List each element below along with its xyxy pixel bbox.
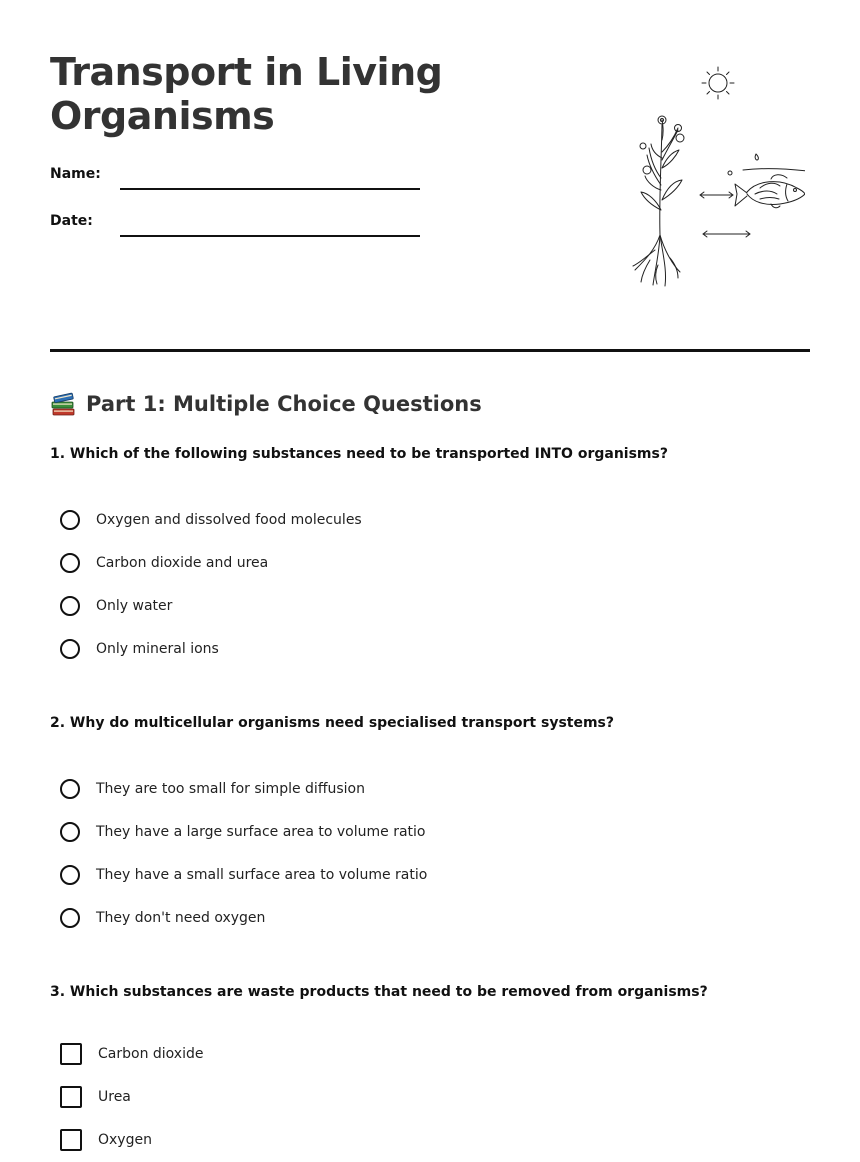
checkbox[interactable] — [60, 1043, 82, 1065]
section-title: Part 1: Multiple Choice Questions — [86, 392, 482, 416]
question-text: 1. Which of the following substances need to be transported INTO organisms? — [50, 446, 668, 462]
fish-icon — [728, 154, 805, 208]
radio-button[interactable] — [60, 822, 80, 842]
date-label: Date: — [50, 213, 93, 229]
option-label: Oxygen — [98, 1132, 152, 1148]
option-label: Carbon dioxide and urea — [96, 555, 269, 571]
option-item[interactable] — [60, 499, 760, 542]
radio-button[interactable] — [60, 553, 80, 573]
option-label: Oxygen and dissolved food molecules — [96, 512, 362, 528]
option-label: They have a small surface area to volume ratio — [96, 867, 428, 883]
question-3 — [50, 982, 810, 1148]
header-divider — [50, 349, 810, 352]
part1-heading — [50, 388, 482, 420]
option-label: They don't need oxygen — [96, 910, 266, 926]
question-2 — [50, 713, 810, 926]
radio-button[interactable] — [60, 639, 80, 659]
option-label: They are too small for simple diffusion — [96, 781, 365, 797]
radio-button[interactable] — [60, 596, 80, 616]
radio-button[interactable] — [60, 510, 80, 530]
checkbox[interactable] — [60, 1086, 82, 1108]
option-label: Urea — [98, 1089, 131, 1105]
options-list — [60, 499, 760, 671]
option-label: Only water — [96, 598, 173, 614]
date-line[interactable] — [120, 235, 420, 237]
option-label: Only mineral ions — [96, 641, 219, 657]
arrow-icon — [700, 192, 750, 237]
page-title: Transport in Living Organisms — [50, 50, 443, 138]
question-text: 2. Why do multicellular organisms need specialised transport systems? — [50, 715, 615, 731]
radio-button[interactable] — [60, 908, 80, 928]
date-field[interactable] — [50, 207, 420, 237]
question-1 — [50, 444, 810, 657]
checkbox[interactable] — [60, 1129, 82, 1151]
options-list — [60, 1033, 760, 1162]
option-item[interactable] — [60, 854, 760, 897]
option-item[interactable] — [60, 811, 760, 854]
name-label: Name: — [50, 166, 101, 182]
option-item[interactable] — [60, 542, 760, 585]
radio-button[interactable] — [60, 865, 80, 885]
option-label: Carbon dioxide — [98, 1046, 204, 1062]
name-line[interactable] — [120, 188, 420, 190]
flowering-plant-icon — [633, 116, 684, 286]
radio-button[interactable] — [60, 779, 80, 799]
option-item[interactable] — [60, 628, 760, 671]
option-item[interactable] — [60, 1076, 760, 1119]
books-icon — [50, 391, 76, 417]
option-item[interactable] — [60, 1033, 760, 1076]
transport-illustration — [575, 60, 805, 295]
option-label: They have a large surface area to volume ratio — [96, 824, 426, 840]
option-item[interactable] — [60, 1119, 760, 1162]
option-item[interactable] — [60, 897, 760, 940]
option-item[interactable] — [60, 768, 760, 811]
question-text: 3. Which substances are waste products that need to be removed from organisms? — [50, 984, 708, 1000]
sun-icon — [702, 67, 734, 99]
option-item[interactable] — [60, 585, 760, 628]
options-list — [60, 768, 760, 940]
name-field[interactable] — [50, 160, 420, 190]
